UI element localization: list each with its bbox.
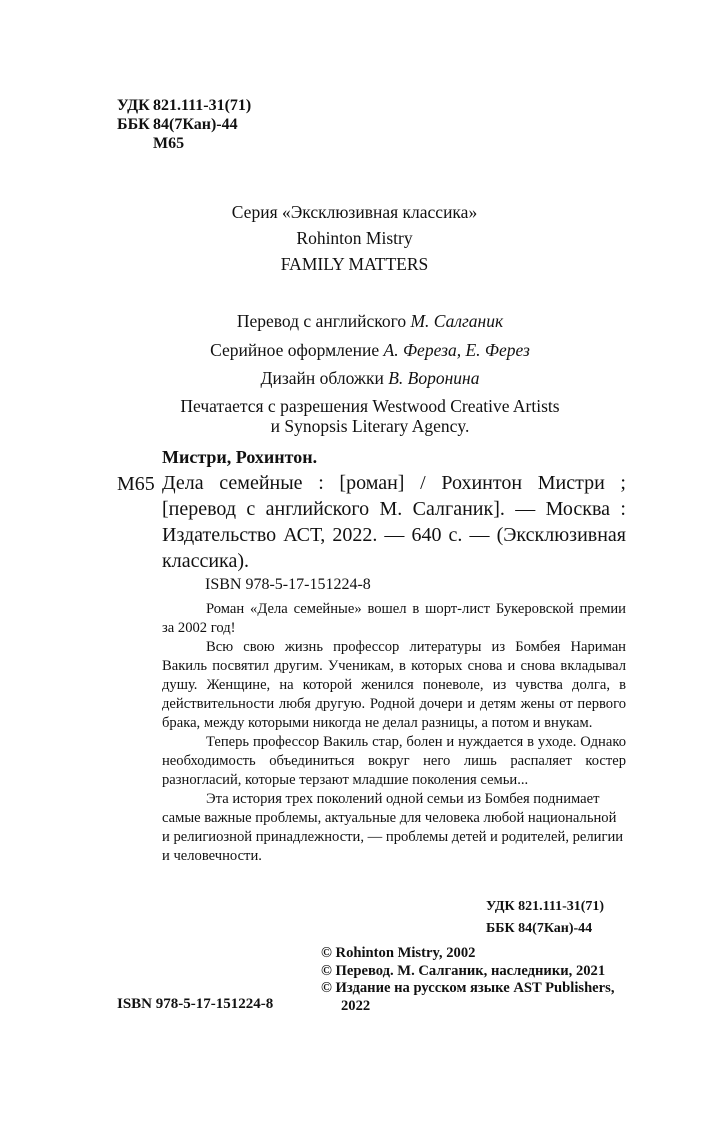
permission-line-2: и Synopsis Literary Agency. — [270, 416, 470, 436]
udk-bottom: УДК 821.111-31(71) — [486, 899, 605, 914]
translator-name: М. Салганик — [410, 311, 504, 331]
bibliographic-mark: М65 — [117, 473, 155, 495]
cover-designer-name: В. Воронина — [388, 368, 480, 388]
udk-row — [117, 96, 251, 115]
annotation-paragraph-4: Эта история трех поколений одной семьи из Бомбея поднимает самые важные проблемы, актуальные для человека любой национальной и религиозной принадлежности, — проблемы детей и родителей, религии и человечности. — [162, 791, 624, 864]
copyright-block — [321, 945, 641, 1015]
classification-codes — [117, 96, 251, 153]
title-english: FAMILY MATTERS — [280, 254, 429, 274]
author-heading: Мистри, Рохинтон. — [162, 447, 318, 467]
bbk-row — [117, 115, 251, 134]
bibliographic-entry: Дела семейные : [роман] / Рохинтон Мистри ; [перевод с английского М. Салганик]. — Москва : Издательство АСТ, 2022. — 640 с. — (Эксклюзивная классика). — [162, 472, 626, 572]
translation-credit — [0, 311, 709, 332]
annotation-paragraph-2: Всю свою жизнь профессор литературы из Бомбея Нариман Вакиль посвятил другим. Ученикам, в которых снова и снова вкладывал душу. Женщине, на которой женился поневоле, из чувства долга, в действительности любя другую. Родной дочери и детям жены от первого брака, между которыми никогда не делал разницы, а потом и внукам. — [162, 639, 626, 731]
author-english: Rohinton Mistry — [296, 228, 413, 248]
designers-name: А. Фереза, Е. Ферез — [383, 340, 530, 360]
permission-notice — [0, 396, 709, 436]
annotation-paragraph-1: Роман «Дела семейные» вошел в шорт-лист Букеровской премии за 2002 год! — [162, 601, 626, 636]
annotation-paragraph-3: Теперь профессор Вакиль стар, болен и нуждается в уходе. Однако необходимость объединиться вокруг него лишь распаляет костер разногласий, которые терзают младшие поколения семьи... — [162, 734, 626, 788]
bbk-key: ББК — [117, 116, 150, 133]
cover-design-credit — [0, 368, 709, 389]
author-mark: М65 — [153, 135, 185, 152]
cover-label: Дизайн обложки — [260, 368, 389, 388]
annotation — [162, 600, 626, 866]
design-label: Серийное оформление — [210, 340, 384, 360]
bbk-value: 84(7Кан)-44 — [153, 116, 238, 133]
copyright-translation: © Перевод. М. Салганик, наследники, 2021 — [321, 962, 606, 979]
series-title: Серия «Эксклюзивная классика» — [231, 202, 478, 222]
isbn-bottom: ISBN 978-5-17-151224-8 — [117, 996, 274, 1012]
classification-bottom — [486, 896, 604, 940]
copyright-edition-year: 2022 — [341, 997, 371, 1014]
copyright-author: © Rohinton Mistry, 2002 — [321, 945, 476, 961]
permission-line-1: Печатается с разрешения Westwood Creative Artists — [180, 396, 560, 416]
udk-value: 821.111-31(71) — [153, 97, 252, 114]
copyright-edition: © Издание на русском языке AST Publishers, — [321, 980, 615, 996]
isbn-record: ISBN 978-5-17-151224-8 — [205, 576, 371, 593]
series-design-credit — [0, 340, 709, 361]
bbk-bottom: ББК 84(7Кан)-44 — [486, 921, 593, 936]
udk-key: УДК — [117, 97, 150, 114]
translation-label: Перевод с английского — [236, 311, 411, 331]
